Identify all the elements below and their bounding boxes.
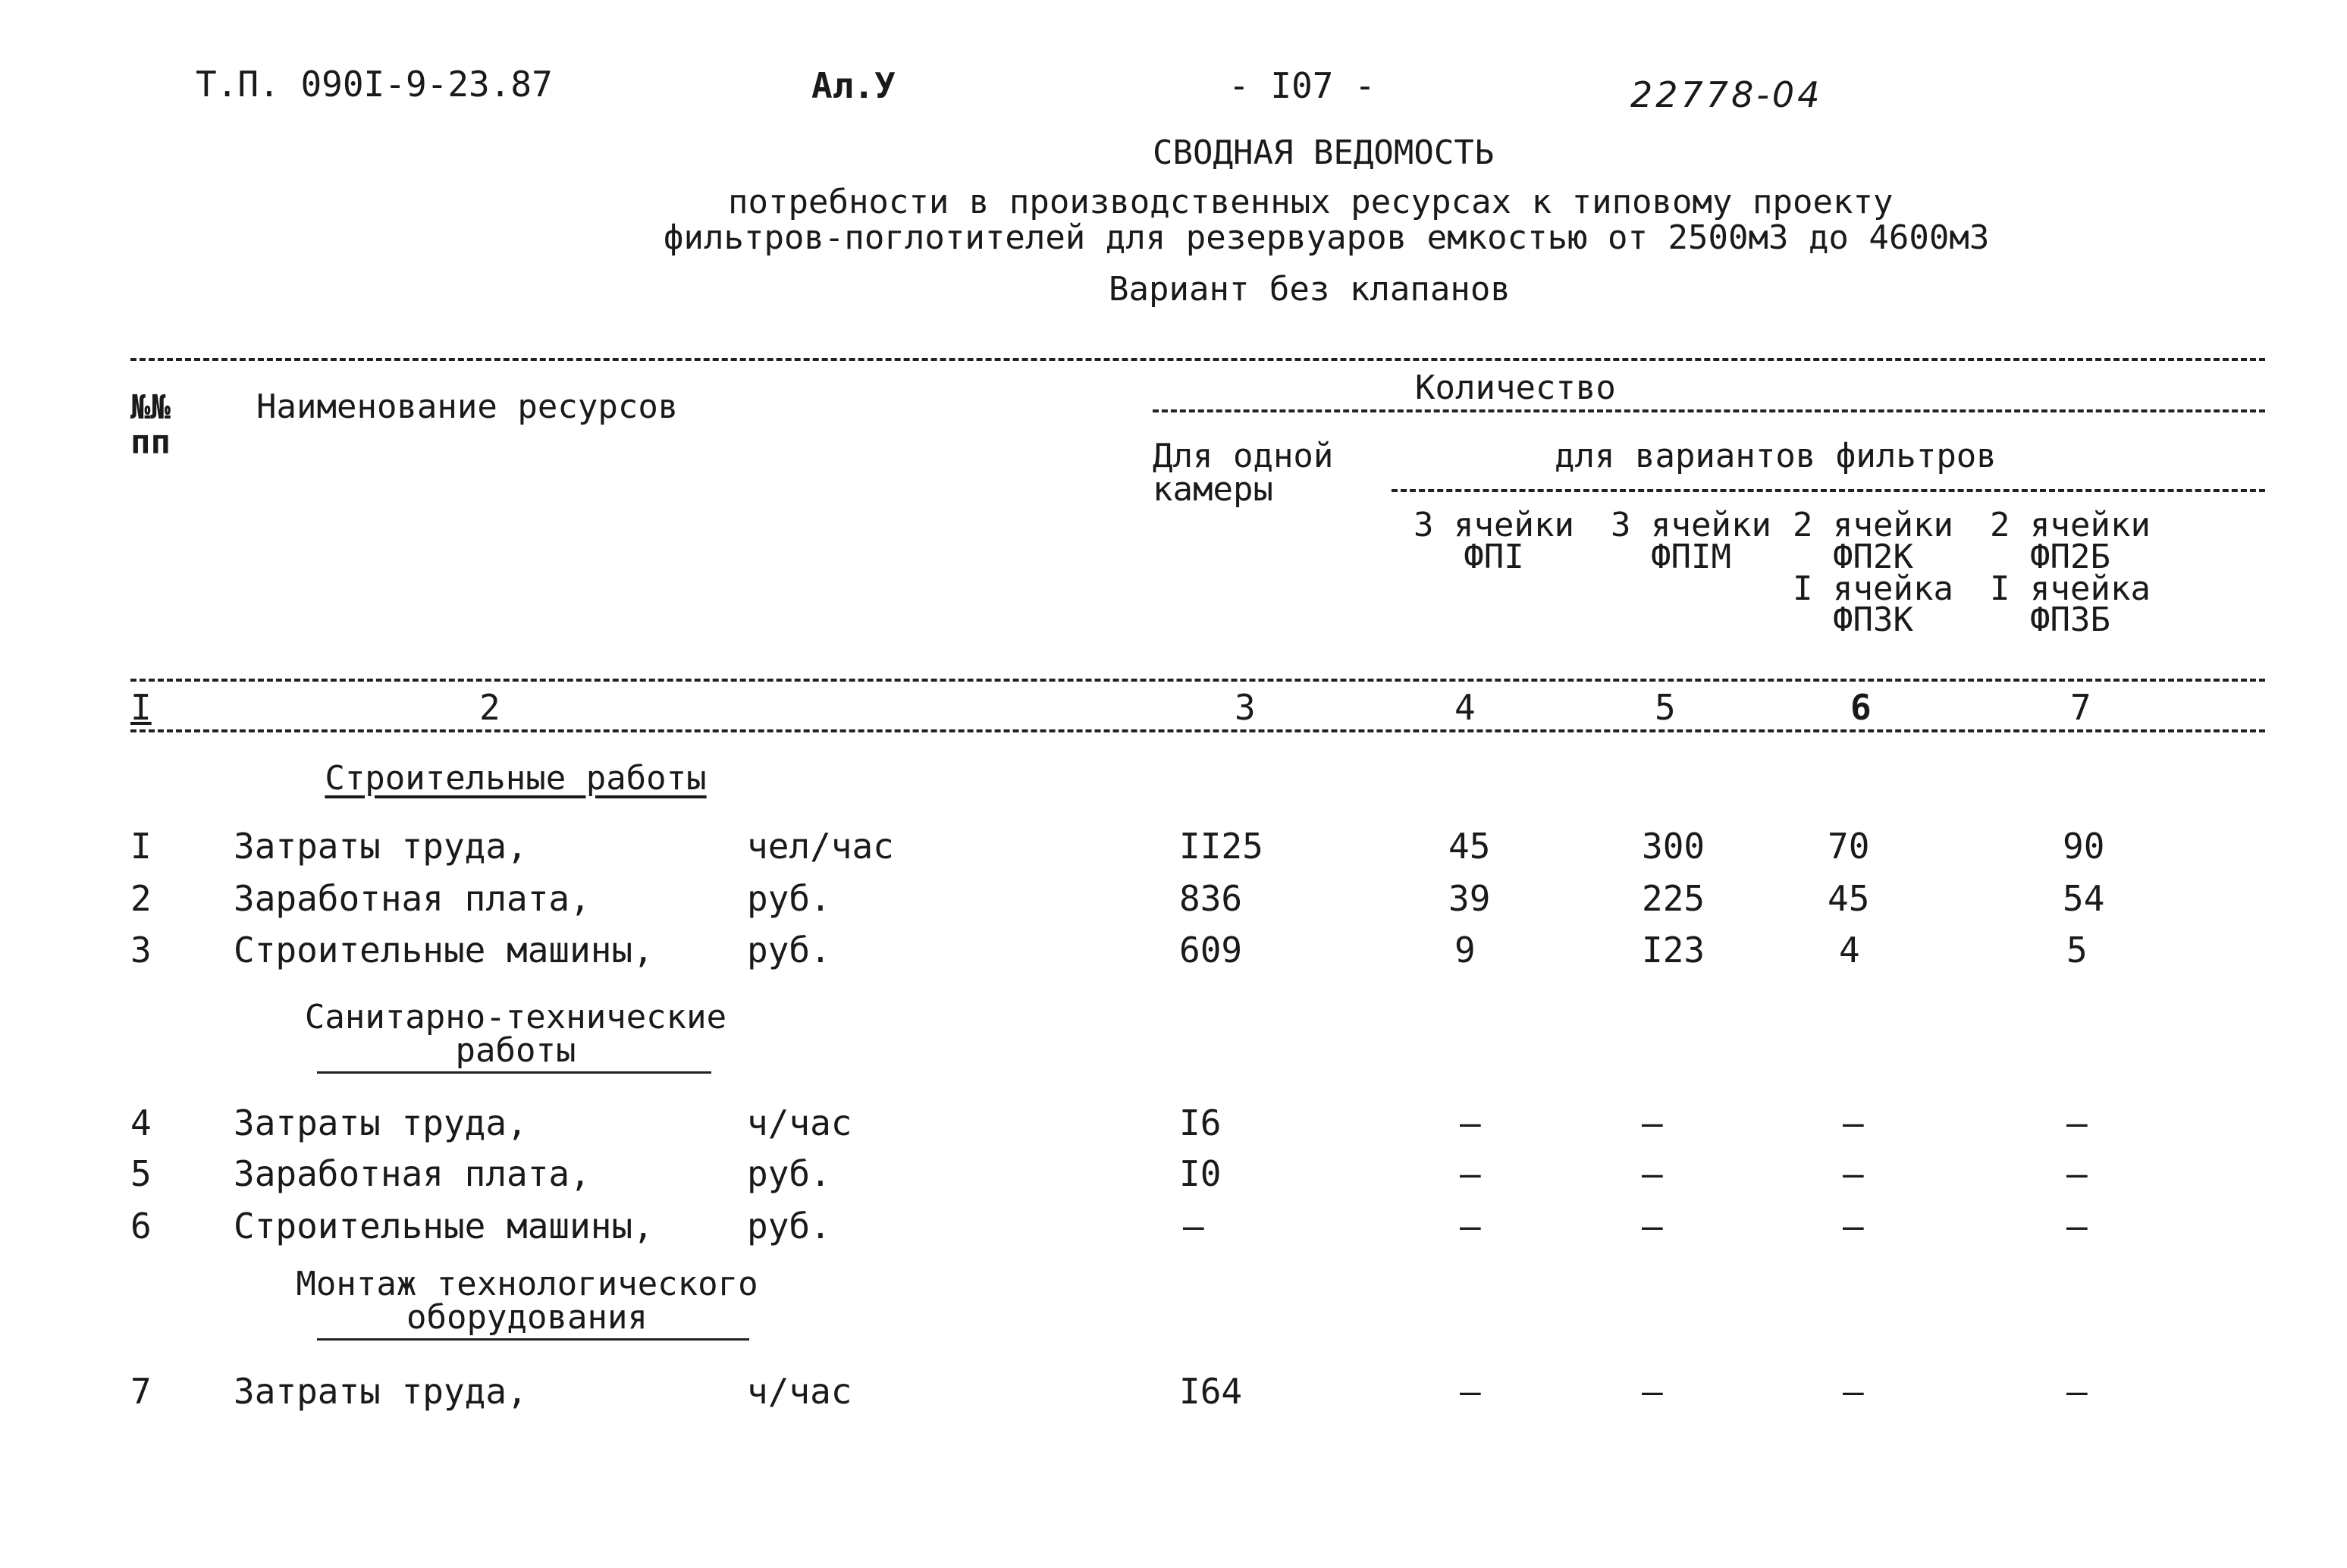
row-col7: 90: [2063, 826, 2105, 867]
row-num: 6: [130, 1206, 152, 1247]
section-underline: [317, 1338, 749, 1341]
header-col4: 3 ячейки ФПI: [1414, 506, 1574, 576]
doc-code: Т.П. 090I-9-23.87: [196, 64, 553, 105]
col-number-6: 6: [1850, 687, 1872, 728]
row-num: 4: [130, 1102, 152, 1143]
section-title: Строительные работы: [325, 759, 707, 798]
row-col5: –: [1642, 1371, 1663, 1412]
row-col4: 39: [1448, 878, 1491, 919]
col-number-4: 4: [1454, 687, 1476, 728]
row-col6: 70: [1828, 826, 1870, 867]
row-col6: –: [1843, 1153, 1864, 1194]
row-col7: –: [2066, 1102, 2088, 1143]
row-unit: ч/час: [747, 1371, 852, 1412]
table-top-rule: [130, 358, 2265, 361]
row-col3: –: [1183, 1206, 1204, 1247]
col-number-2: 2: [479, 687, 500, 728]
section-title: Санитарно-технические работы: [304, 998, 727, 1070]
header-col6: 2 ячейки ФП2К I ячейка ФП3К: [1793, 506, 1953, 640]
row-col3: I0: [1179, 1153, 1222, 1194]
inventory-number: 22778-04: [1630, 74, 1823, 115]
section-title: Монтаж технологического оборудования: [296, 1265, 758, 1337]
row-col4: 45: [1448, 826, 1491, 867]
row-name: Строительные машины,: [234, 930, 654, 971]
row-col6: 45: [1828, 878, 1870, 919]
header-col5: 3 ячейки ФПIМ: [1611, 506, 1771, 576]
col-number-5: 5: [1655, 687, 1676, 728]
row-num: 3: [130, 930, 152, 971]
title-line-2: фильтров-поглотителей для резервуаров емкостью от 2500м3 до 4600м3: [664, 218, 1990, 257]
row-col6: –: [1843, 1206, 1864, 1247]
row-col5: 225: [1642, 878, 1705, 919]
document-title: СВОДНАЯ ВЕДОМОСТЬ: [1153, 133, 1495, 172]
header-col7: 2 ячейки ФП2Б I ячейка ФП3Б: [1990, 506, 2151, 640]
row-col6: –: [1843, 1102, 1864, 1143]
variants-rule: [1392, 489, 2265, 492]
row-col4: 9: [1454, 930, 1476, 971]
header-num: №№ пп: [130, 388, 171, 463]
header-variants: для вариантов фильтров: [1555, 437, 1997, 475]
col-number-7: 7: [2070, 687, 2091, 728]
col-number-1: I: [130, 687, 152, 728]
row-col4: –: [1460, 1206, 1481, 1247]
col-number-top-rule: [130, 679, 2265, 682]
row-col4: –: [1460, 1371, 1481, 1412]
title-line-1: потребности в производственных ресурсах к типовому проекту: [728, 183, 1894, 221]
page-number: - I07 -: [1228, 65, 1376, 106]
sheet-label: Ал.У: [811, 65, 896, 106]
row-col4: –: [1460, 1102, 1481, 1143]
header-quantity: Количество: [1410, 372, 1621, 405]
col-number-3: 3: [1235, 687, 1256, 728]
row-col7: –: [2066, 1206, 2088, 1247]
row-col3: I64: [1179, 1371, 1243, 1412]
row-col6: –: [1843, 1371, 1864, 1412]
row-col4: –: [1460, 1153, 1481, 1194]
row-col7: 54: [2063, 878, 2105, 919]
row-num: I: [130, 826, 152, 867]
row-name: Заработная плата,: [234, 1153, 591, 1194]
row-name: Строительные машины,: [234, 1206, 654, 1247]
row-unit: ч/час: [747, 1102, 852, 1143]
row-col5: –: [1642, 1153, 1663, 1194]
row-col5: –: [1642, 1206, 1663, 1247]
row-name: Затраты труда,: [234, 1371, 528, 1412]
row-unit: руб.: [747, 878, 831, 919]
row-col5: I23: [1642, 930, 1705, 971]
row-col7: –: [2066, 1153, 2088, 1194]
row-name: Заработная плата,: [234, 878, 591, 919]
row-name: Затраты труда,: [234, 1102, 528, 1143]
row-num: 2: [130, 878, 152, 919]
row-num: 5: [130, 1153, 152, 1194]
row-col3: II25: [1179, 826, 1263, 867]
row-unit: руб.: [747, 930, 831, 971]
header-one-chamber: Для одной камеры: [1153, 437, 1334, 509]
row-col5: 300: [1642, 826, 1705, 867]
row-col3: I6: [1179, 1102, 1222, 1143]
row-unit: руб.: [747, 1206, 831, 1247]
row-unit: руб.: [747, 1153, 831, 1194]
row-col7: –: [2066, 1371, 2088, 1412]
header-name: Наименование ресурсов: [256, 387, 679, 426]
row-unit: чел/час: [747, 826, 894, 867]
variant-label: Вариант без клапанов: [1109, 270, 1511, 309]
row-col5: –: [1642, 1102, 1663, 1143]
row-col6: 4: [1839, 930, 1860, 971]
row-col3: 836: [1179, 878, 1243, 919]
row-name: Затраты труда,: [234, 826, 528, 867]
row-col3: 609: [1179, 930, 1243, 971]
col-number-bottom-rule: [130, 729, 2265, 732]
row-num: 7: [130, 1371, 152, 1412]
row-col7: 5: [2066, 930, 2088, 971]
quantity-rule: [1153, 409, 2265, 412]
section-underline: [317, 1071, 711, 1074]
